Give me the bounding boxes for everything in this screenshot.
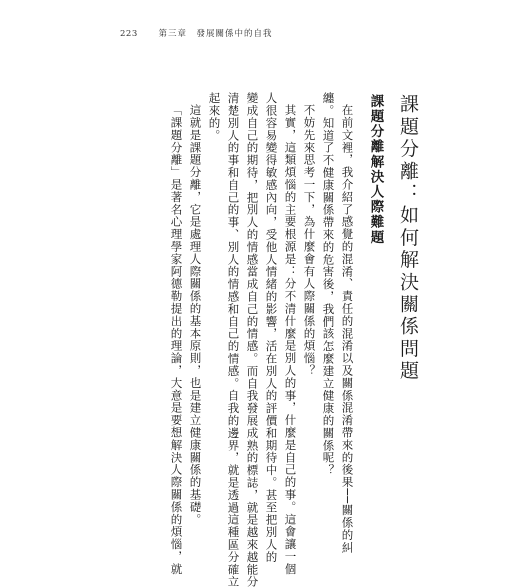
text-column: 這就是課題分離，它是處理人際關係的基本原則，也是建立健康關係的基礎。 <box>188 104 203 526</box>
text-column: 纏。知道了不健康關係帶來的危害後，我們該怎麼建立健康的關係呢？ <box>321 92 336 477</box>
vertical-text-body <box>112 92 419 588</box>
text-column: 不妨先來思考一下，為什麼會有人際關係的煩惱？ <box>302 104 317 377</box>
text-column: 起來的。 <box>207 92 222 142</box>
section-title: 課題分離解決人際難題 <box>367 94 384 245</box>
text-column: 「課題分離」是著名心理學家阿德勒提出的理論，大意是要想解決人際關係的煩惱，就 <box>169 104 184 576</box>
text-column: 其實，這類煩惱的主要根源是：分不清什麼是別人的事，什麼是自己的事。這會讓一個 <box>283 104 298 576</box>
text-column: 人很容易變得敏感內向，受他人情緒的影響，活在別人的評價和期待中。甚至把別人的 <box>264 92 279 564</box>
page-number: 223 <box>120 29 138 39</box>
chapter-label: 第三章 發展關係中的自我 <box>158 29 273 39</box>
running-header <box>120 27 272 39</box>
text-column: 變成自己的期待，把別人的情感當成自己的情感。而自我發展成熟的標誌，就是越來越能分 <box>245 92 260 588</box>
text-column: 清楚別人的事和自己的事、別人的情感和自己的情感。自我的邊界，就是透過這種區分確立 <box>226 92 241 588</box>
chapter-title: 課題分離：如何解決關係問題 <box>397 94 419 383</box>
text-column: 在前文裡，我介紹了感覺的混淆、責任的混淆以及關係混淆帶來的後果──關係的糾 <box>340 104 355 554</box>
